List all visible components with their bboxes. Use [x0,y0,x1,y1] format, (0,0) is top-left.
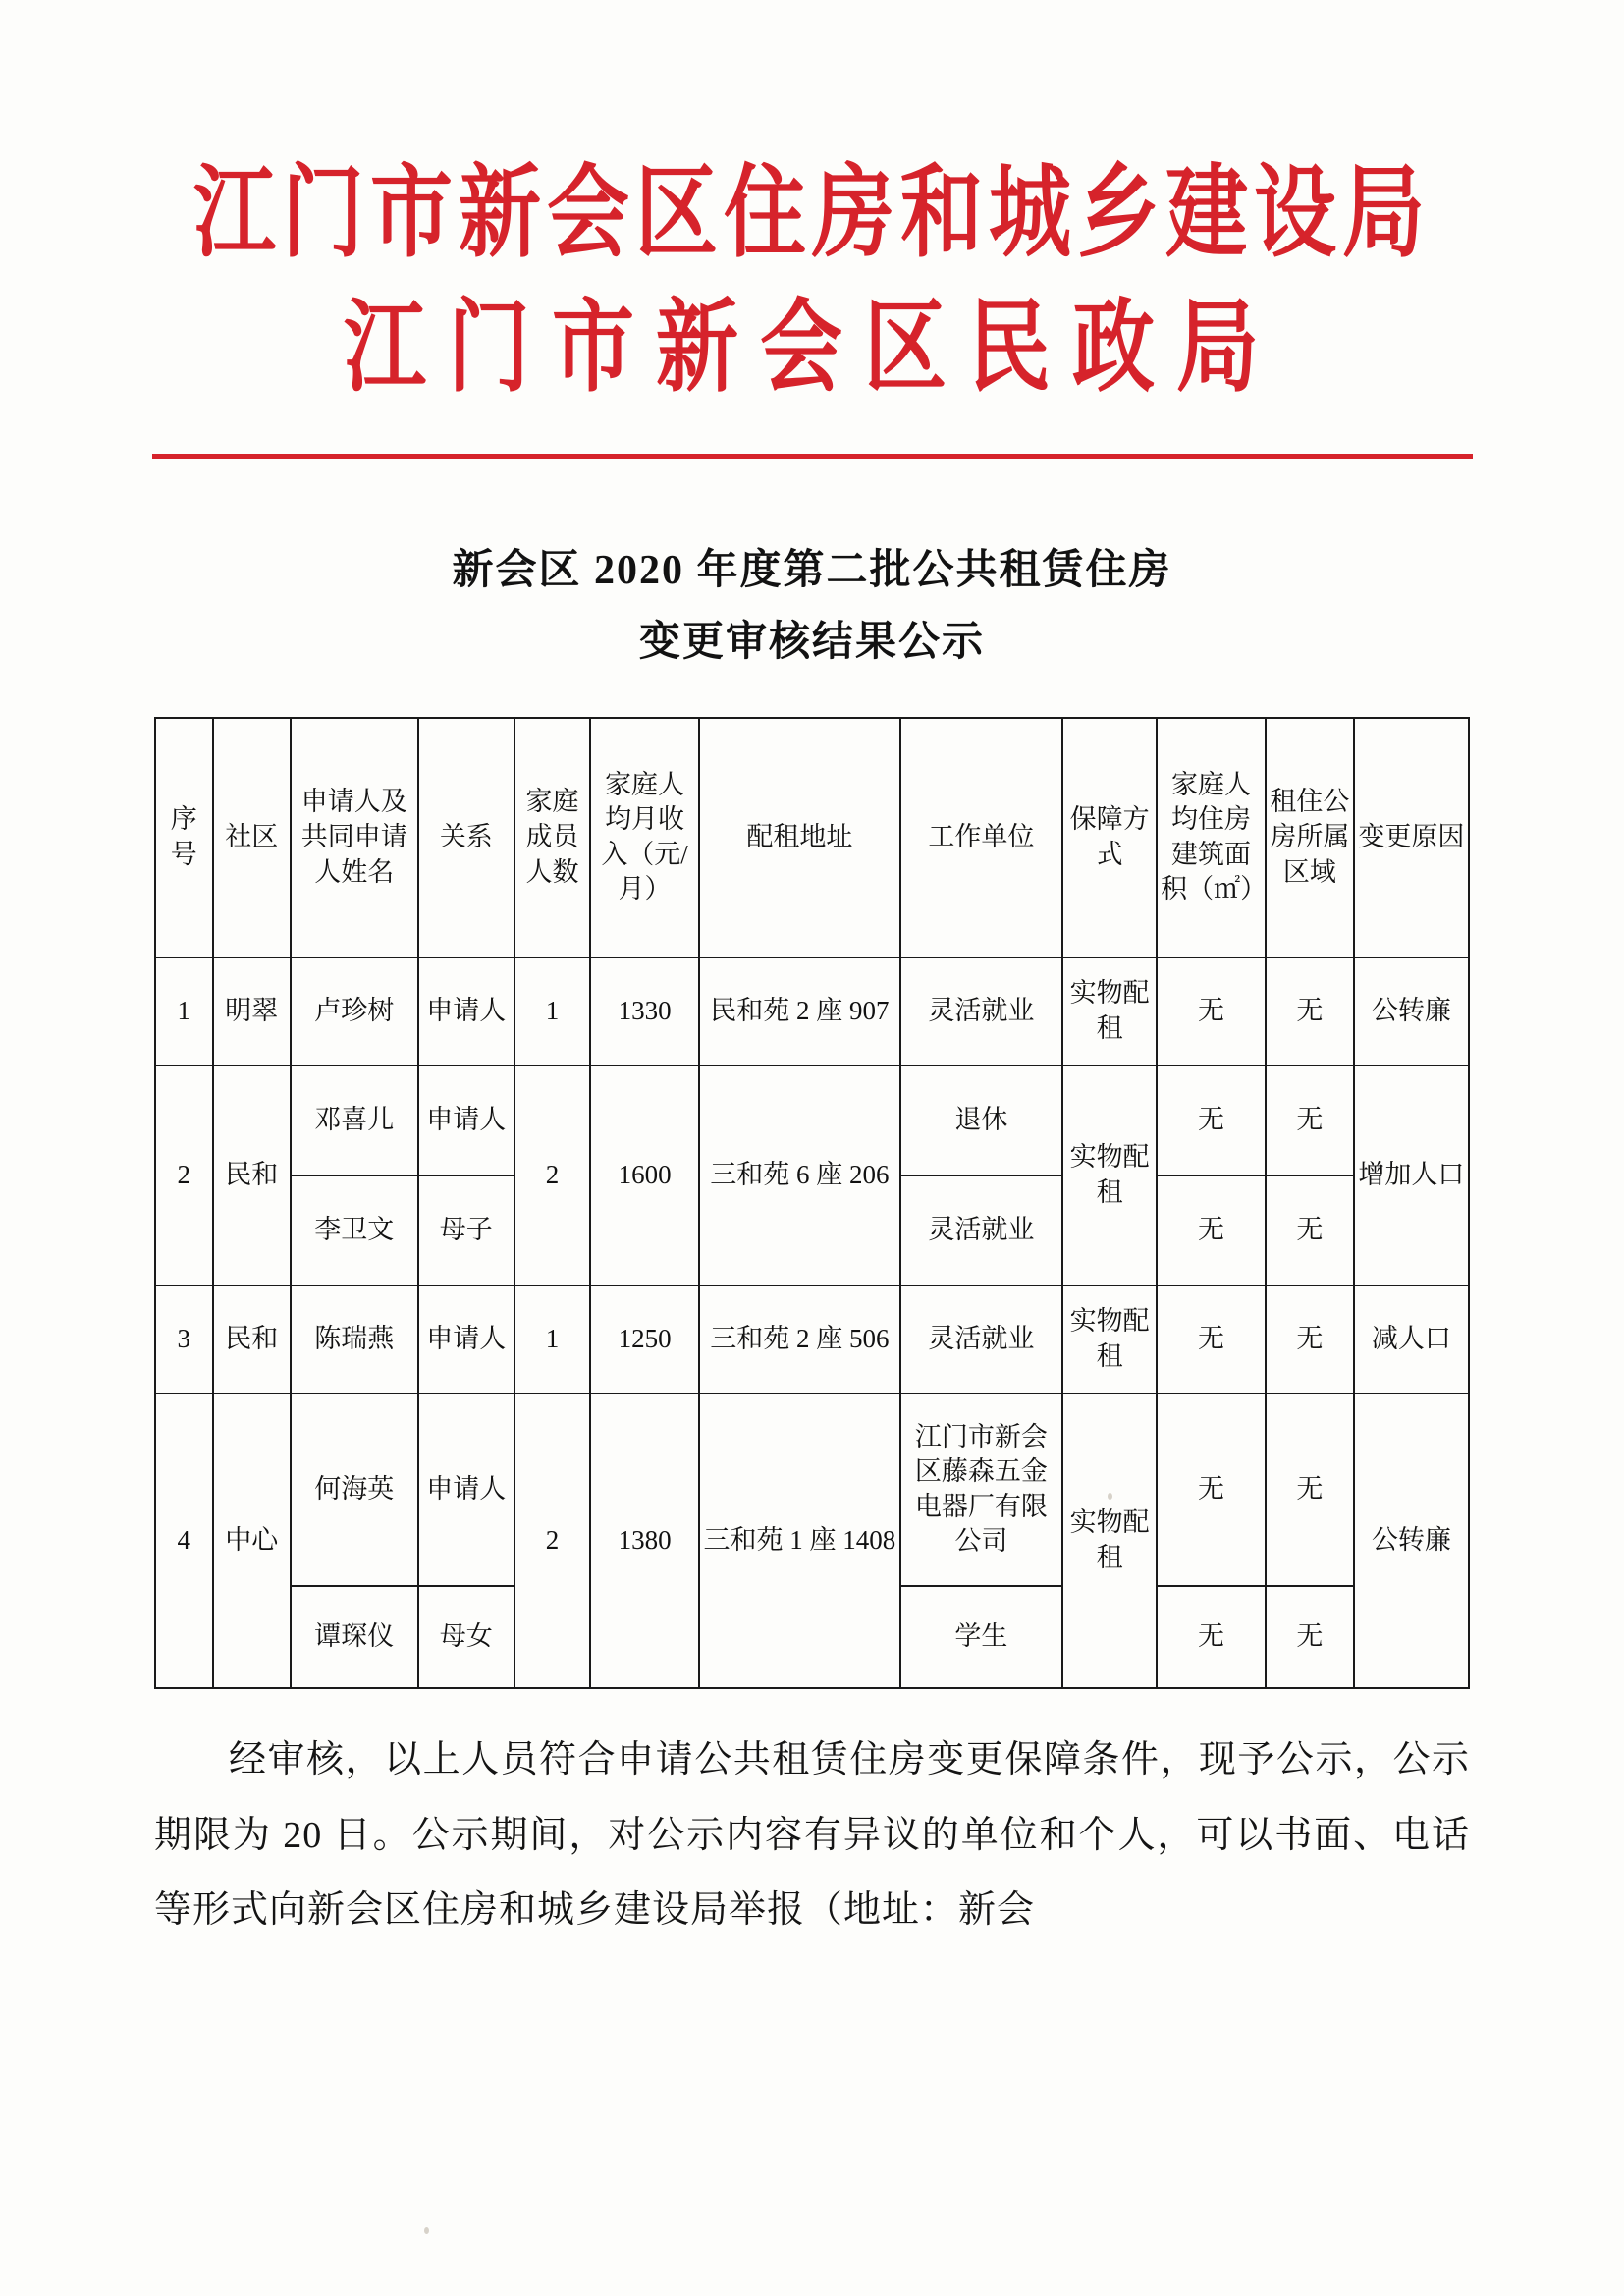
cell-relation: 申请人 [418,1066,514,1175]
cell-avg-area: 无 [1157,1586,1266,1688]
column-header-index: 序号 [155,718,213,957]
table-row [155,1066,1469,1175]
column-header-relation: 关系 [418,718,514,957]
cell-index: 2 [155,1066,213,1285]
letterhead-line-civil-affairs-bureau: 江门市新会区民政局 [343,290,1280,404]
column-header-community: 社区 [213,718,291,957]
column-header-work-unit: 工作单位 [900,718,1062,957]
cell-guarantee-mode: 实物配租 [1062,1285,1157,1394]
table-header-row [155,718,1469,957]
cell-avg-area: 无 [1157,957,1266,1066]
table-header [155,718,1469,957]
cell-community: 民和 [213,1066,291,1285]
cell-address: 三和苑 1 座 1408 [699,1394,900,1688]
cell-relation: 申请人 [418,1394,514,1586]
cell-applicant-name: 卢珍树 [291,957,418,1066]
table-body [155,957,1469,1688]
cell-member-count: 2 [514,1066,590,1285]
column-header-public-house-zone: 租住公房所属区域 [1266,718,1354,957]
cell-address: 民和苑 2 座 907 [699,957,900,1066]
cell-relation: 母子 [418,1175,514,1285]
cell-index: 1 [155,957,213,1066]
page-title-line-2: 变更审核结果公示 [638,619,985,665]
cell-applicant-name: 谭琛仪 [291,1586,418,1688]
cell-address: 三和苑 2 座 506 [699,1285,900,1394]
cell-relation: 申请人 [418,957,514,1066]
cell-index: 4 [155,1394,213,1688]
cell-avg-area: 无 [1157,1285,1266,1394]
cell-address: 三和苑 6 座 206 [699,1066,900,1285]
cell-member-count: 2 [514,1394,590,1688]
closing-section [154,1722,1470,1948]
cell-guarantee-mode: 实物配租 [1062,1394,1157,1688]
cell-avg-income: 1600 [590,1066,699,1285]
cell-public-house-zone: 无 [1266,1066,1354,1175]
cell-applicant-name: 陈瑞燕 [291,1285,418,1394]
cell-member-count: 1 [514,957,590,1066]
publicity-table-container [154,717,1470,1689]
cell-community: 民和 [213,1285,291,1394]
cell-avg-area: 无 [1157,1066,1266,1175]
cell-relation: 申请人 [418,1285,514,1394]
cell-work-unit: 灵活就业 [900,1285,1062,1394]
cell-work-unit: 灵活就业 [900,957,1062,1066]
cell-change-reason: 减人口 [1354,1285,1469,1394]
cell-avg-area: 无 [1157,1175,1266,1285]
scan-speck [1108,1493,1112,1500]
page-title [0,535,1624,677]
cell-avg-income: 1330 [590,957,699,1066]
publicity-table [154,717,1470,1689]
table-row [155,1394,1469,1586]
cell-avg-income: 1380 [590,1394,699,1688]
closing-paragraph: 经审核，以上人员符合申请公共租赁住房变更保障条件，现予公示，公示期限为 20 日。公示期间，对公示内容有异议的单位和个人，可以书面、电话等形式向新会区住房和城乡建设局举报（地址：新会 [154,1738,1470,1932]
cell-applicant-name: 邓喜儿 [291,1066,418,1175]
column-header-address: 配租地址 [699,718,900,957]
column-header-applicant-names: 申请人及共同申请人姓名 [291,718,418,957]
letterhead [0,0,1624,459]
cell-avg-area: 无 [1157,1394,1266,1586]
cell-public-house-zone: 无 [1266,1586,1354,1688]
cell-applicant-name: 李卫文 [291,1175,418,1285]
cell-applicant-name: 何海英 [291,1394,418,1586]
letterhead-divider-rule [152,454,1473,459]
cell-public-house-zone: 无 [1266,1394,1354,1586]
column-header-member-count: 家庭成员人数 [514,718,590,957]
cell-public-house-zone: 无 [1266,1285,1354,1394]
cell-index: 3 [155,1285,213,1394]
letterhead-line-housing-bureau: 江门市新会区住房和城乡建设局 [192,155,1431,269]
page-title-line-1: 新会区 2020 年度第二批公共租赁住房 [452,548,1172,594]
column-header-guarantee-mode: 保障方式 [1062,718,1157,957]
cell-public-house-zone: 无 [1266,1175,1354,1285]
cell-member-count: 1 [514,1285,590,1394]
cell-work-unit: 江门市新会区藤森五金电器厂有限公司 [900,1394,1062,1586]
column-header-change-reason: 变更原因 [1354,718,1469,957]
cell-change-reason: 公转廉 [1354,957,1469,1066]
cell-public-house-zone: 无 [1266,957,1354,1066]
cell-community: 明翠 [213,957,291,1066]
cell-change-reason: 公转廉 [1354,1394,1469,1688]
cell-work-unit: 学生 [900,1586,1062,1688]
cell-change-reason: 增加人口 [1354,1066,1469,1285]
cell-work-unit: 灵活就业 [900,1175,1062,1285]
cell-work-unit: 退休 [900,1066,1062,1175]
cell-avg-income: 1250 [590,1285,699,1394]
cell-guarantee-mode: 实物配租 [1062,957,1157,1066]
column-header-avg-area: 家庭人均住房建筑面积（㎡） [1157,718,1266,957]
scan-speck [424,2227,429,2234]
cell-relation: 母女 [418,1586,514,1688]
table-row [155,957,1469,1066]
column-header-avg-income: 家庭人均月收入（元/月） [590,718,699,957]
table-row [155,1285,1469,1394]
cell-guarantee-mode: 实物配租 [1062,1066,1157,1285]
cell-community: 中心 [213,1394,291,1688]
